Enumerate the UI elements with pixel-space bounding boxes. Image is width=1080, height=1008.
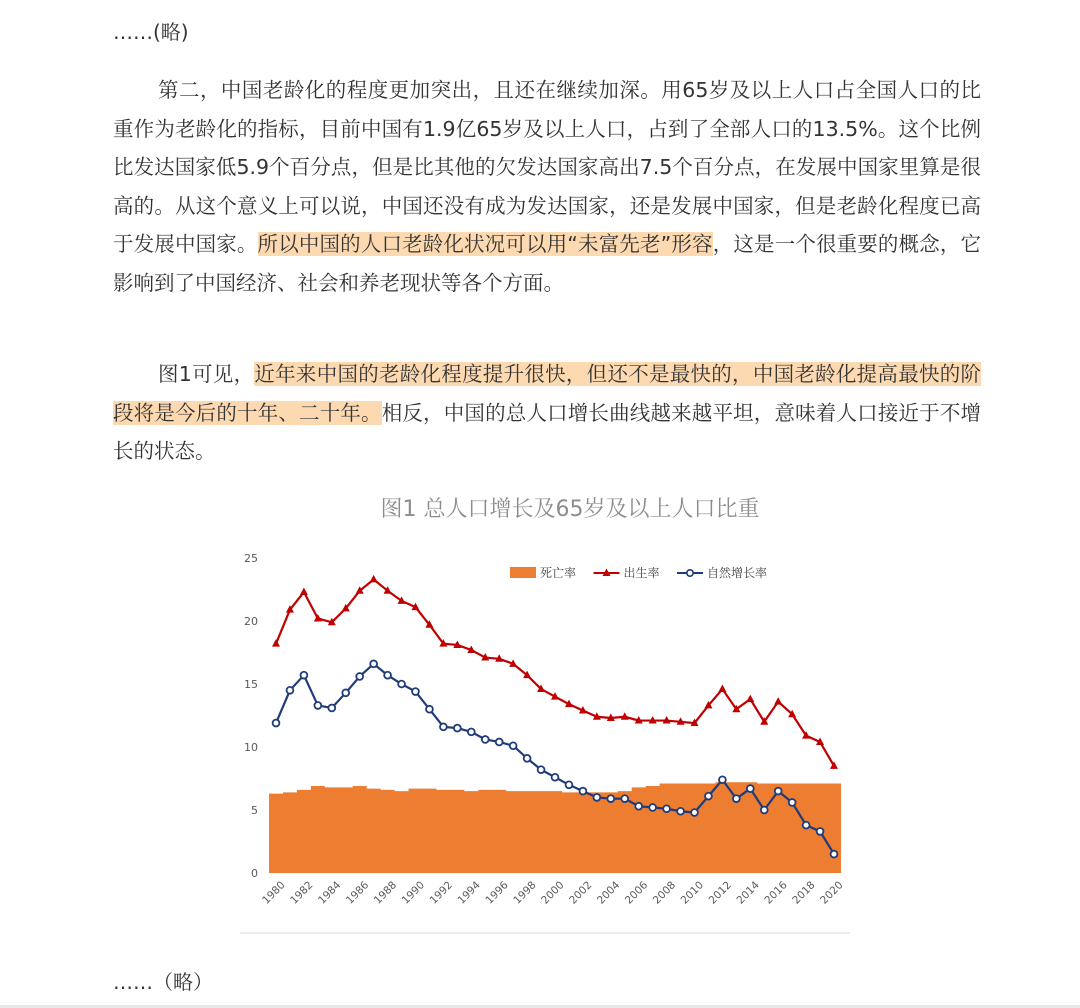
natural-growth-point bbox=[454, 725, 461, 732]
y-tick-label: 10 bbox=[244, 741, 258, 754]
natural-growth-point bbox=[287, 687, 294, 694]
paragraph-figure-note bbox=[113, 355, 981, 471]
x-tick-label: 2006 bbox=[622, 879, 651, 907]
natural-growth-point bbox=[524, 755, 531, 762]
natural-growth-point bbox=[566, 781, 573, 788]
legend-label: 自然增长率 bbox=[707, 566, 768, 580]
natural-growth-point bbox=[538, 766, 545, 773]
natural-growth-point bbox=[356, 673, 363, 680]
natural-growth-point bbox=[817, 828, 824, 835]
natural-growth-point bbox=[677, 808, 684, 815]
natural-growth-point bbox=[552, 774, 559, 781]
natural-growth-point bbox=[510, 742, 517, 749]
natural-growth-point bbox=[440, 723, 447, 730]
paragraph2-highlight: 近年来中国的老龄化程度提升很快，但还不是最快的，中国老龄化提高最快的阶段将是今后的十年、二十年。 bbox=[113, 362, 982, 425]
x-tick-label: 1980 bbox=[260, 879, 288, 907]
natural-growth-point bbox=[789, 799, 796, 806]
bottom-ellipsis: ……（略） bbox=[113, 970, 213, 994]
y-tick-label: 25 bbox=[244, 552, 258, 565]
natural-growth-point bbox=[370, 660, 377, 667]
natural-growth-point bbox=[496, 739, 503, 746]
birth-rate-point bbox=[272, 639, 280, 647]
x-tick-label: 2012 bbox=[706, 879, 734, 907]
y-tick-label: 5 bbox=[251, 804, 258, 817]
x-tick-label: 2004 bbox=[594, 879, 623, 907]
natural-growth-point bbox=[761, 807, 768, 814]
natural-growth-point bbox=[426, 706, 433, 713]
natural-growth-point bbox=[468, 728, 475, 735]
natural-growth-point bbox=[635, 803, 642, 810]
x-tick-label: 2010 bbox=[678, 879, 707, 907]
x-tick-label: 1998 bbox=[511, 879, 539, 907]
paragraph2-text-end: 相反，中国的总人口增长曲线越来越平坦，意味着人口接近于不增长的状态。 bbox=[113, 400, 981, 463]
y-tick-label: 15 bbox=[244, 678, 258, 691]
birth-rate-point bbox=[746, 695, 754, 703]
natural-growth-point bbox=[733, 795, 740, 802]
paragraph2-text: 图1可见， bbox=[158, 362, 255, 386]
paragraph1-text: 第二，中国老龄化的程度更加突出，且还在继续加深。用65岁及以上人口占全国人口的比重作为老龄化的指标，目前中国有1.9亿65岁及以上人口，占到了全部人口的13.5%。这个比例比发达国家低5.9个百分点，但是比其他的欠发达国家高出7.5个百分点，在发展中国家里算是很高的。从这个意义上可以说，中国还没有成为发达国家，还是发展中国家，但是老龄化程度已高于发展中国家。 bbox=[113, 78, 981, 256]
paragraph-aging-degree bbox=[113, 71, 981, 302]
natural-growth-point bbox=[482, 736, 489, 743]
paragraph1-highlight: 所以中国的人口老龄化状况可以用“未富先老”形容 bbox=[257, 232, 713, 256]
x-tick-label: 2016 bbox=[762, 879, 790, 907]
x-tick-label: 1982 bbox=[288, 879, 316, 907]
legend-label: 死亡率 bbox=[540, 566, 577, 580]
figure-title: 图1 总人口增长及65岁及以上人口比重 bbox=[380, 497, 760, 522]
natural-growth-point bbox=[580, 788, 587, 795]
birth-rate-point bbox=[774, 697, 782, 705]
chart-svg bbox=[238, 540, 852, 935]
x-tick-label: 2002 bbox=[567, 879, 595, 907]
natural-growth-point bbox=[412, 688, 419, 695]
natural-growth-point bbox=[831, 851, 838, 858]
natural-growth-point bbox=[273, 720, 280, 727]
natural-growth-point bbox=[775, 788, 782, 795]
natural-growth-point bbox=[314, 702, 321, 709]
natural-growth-point bbox=[747, 785, 754, 792]
natural-growth-point bbox=[691, 809, 698, 816]
x-tick-label: 1996 bbox=[483, 879, 511, 907]
birth-rate-point bbox=[718, 685, 726, 693]
x-tick-label: 2018 bbox=[790, 879, 818, 907]
natural-growth-point bbox=[705, 793, 712, 800]
x-tick-label: 2008 bbox=[650, 879, 679, 907]
natural-growth-point bbox=[719, 776, 726, 783]
x-tick-label: 1992 bbox=[427, 879, 455, 907]
x-tick-label: 2020 bbox=[818, 879, 846, 907]
legend-death-swatch bbox=[510, 567, 536, 578]
y-tick-label: 20 bbox=[244, 615, 258, 628]
natural-growth-point bbox=[384, 672, 391, 679]
natural-growth-point bbox=[398, 681, 405, 688]
x-tick-label: 1988 bbox=[371, 879, 400, 907]
population-chart bbox=[238, 540, 852, 935]
natural-growth-point bbox=[803, 822, 810, 829]
y-tick-label: 0 bbox=[251, 867, 258, 880]
natural-growth-point bbox=[593, 794, 600, 801]
x-tick-label: 1986 bbox=[343, 879, 372, 907]
top-ellipsis: ……(略) bbox=[113, 20, 189, 44]
natural-growth-point bbox=[342, 689, 349, 696]
natural-growth-point bbox=[663, 805, 670, 812]
birth-rate-point bbox=[300, 588, 308, 596]
x-tick-label: 1994 bbox=[455, 879, 483, 907]
natural-growth-point bbox=[621, 795, 628, 802]
paragraph1-text-end: ，这是一个很重要的概念，它影响到了中国经济、社会和养老现状等各个方面。 bbox=[113, 232, 982, 295]
natural-growth-point bbox=[649, 804, 656, 811]
legend-natural-marker bbox=[687, 570, 693, 576]
x-tick-label: 2000 bbox=[539, 879, 567, 907]
x-tick-label: 1984 bbox=[315, 879, 344, 907]
natural-growth-point bbox=[607, 795, 614, 802]
natural-growth-point bbox=[328, 705, 335, 712]
legend-label: 出生率 bbox=[623, 566, 660, 580]
natural-growth-point bbox=[301, 672, 308, 679]
x-tick-label: 1990 bbox=[399, 879, 428, 907]
x-tick-label: 2014 bbox=[734, 879, 762, 907]
birth-rate-point bbox=[370, 575, 378, 583]
